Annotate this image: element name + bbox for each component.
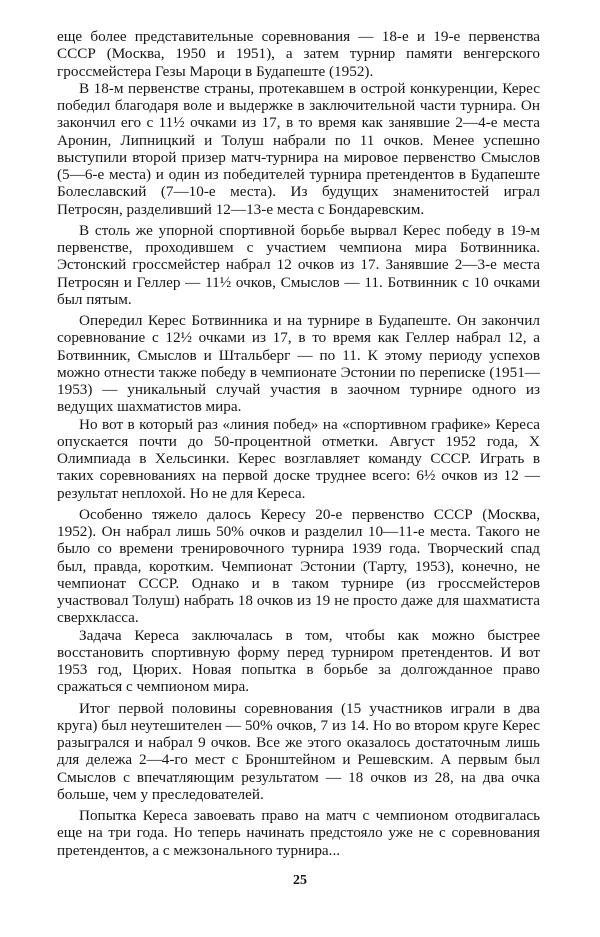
paragraph-6: Особенно тяжело далось Кересу 20-е первенство СССР (Москва, 1952). Он набрал лишь 50% очков и разделил 10—11-е места. Такого не было со времени тренировочного турнира 1939 года. Творческий спад был, правда, коротким. Чемпионат Эстонии (Тарту, 1953), конечно, не чемпионат СССР. Однако и в таком турнире (из гроссмейстеров участвовал Толуш) набрать 18 очков из 19 не просто даже для шахматиста сверхкласса. <box>57 505 540 627</box>
page-body <box>57 28 540 859</box>
page-number: 25 <box>293 873 307 888</box>
paragraph-1: еще более представительные соревнования — 18-е и 19-е первенства СССР (Москва, 1950 и 1951), а затем турнир памяти венгерского гроссмейстера Гезы Мароци в Будапеште (1952). <box>57 28 540 80</box>
paragraph-8: Итог первой половины соревнования (15 участников играли в два круга) был неутешителен — 50% очков, 7 из 14. Но во втором круге Керес разыгрался и набрал 9 очков. Все же этого оказалось достаточным лишь для дележа 2—4-го мест с Бронштейном и Решевским. А первым был Смыслов с впечатляющим результатом — 18 очков из 28, на два очка больше, чем у преследователей. <box>57 699 540 803</box>
paragraph-2: В 18-м первенстве страны, протекавшем в острой конкуренции, Керес победил благодаря воле и выдержке в заключительной части турнира. Он закончил его с 11½ очками из 17, в то время как занявшие 2—4-е места Аронин, Липницкий и Толуш набрали по 11 очков. Менее успешно выступили второй призер матч-турнира на мировое первенство Смыслов (5—6-е места) и один из победителей турнира претендентов в Будапеште Болеславский (7—10-е места). Из будущих знаменитостей играл Петросян, разделивший 12—13-е места с Бондаревским. <box>57 79 540 218</box>
paragraph-4: Опередил Керес Ботвинника и на турнире в Будапеште. Он закончил соревнование с 12½ очками из 17, в то время как Геллер набрал 12, а Ботвинник, Смыслов и Штальберг — по 11. К этому периоду успехов можно отнести также победу в чемпионате Эстонии по переписке (1951—1953) — уникальный случай участия в заочном турнире одного из ведущих шахматистов мира. <box>57 312 540 416</box>
paragraph-5: Но вот в который раз «линия побед» на «спортивном графике» Кереса опускается почти до 50-процентной отметки. Август 1952 года, X Олимпиада в Хельсинки. Керес возглавляет команду СССР. Играть в таких соревнованиях на первой доске труднее всего: 6½ очков из 12 — результат неплохой. Но не для Кереса. <box>57 415 540 502</box>
paragraph-9: Попытка Кереса завоевать право на матч с чемпионом отодвигалась еще на три года. Но теперь начинать предстояло уже не с соревнования претендентов, а с межзонального турнира... <box>57 807 540 859</box>
paragraph-3: В столь же упорной спортивной борьбе вырвал Керес победу в 19-м первенстве, проходившем с участием чемпиона мира Ботвинника. Эстонский гроссмейстер набрал 12 очков из 17. Занявшие 2—3-е места Петросян и Геллер — 11½ очков, Смыслов — 11. Ботвинник с 10 очками был пятым. <box>57 221 540 308</box>
paragraph-7: Задача Кереса заключалась в том, чтобы как можно быстрее восстановить спортивную форму перед турниром претендентов. И вот 1953 год, Цюрих. Новая попытка в борьбе за долгожданное право сражаться с чемпионом мира. <box>57 626 540 696</box>
